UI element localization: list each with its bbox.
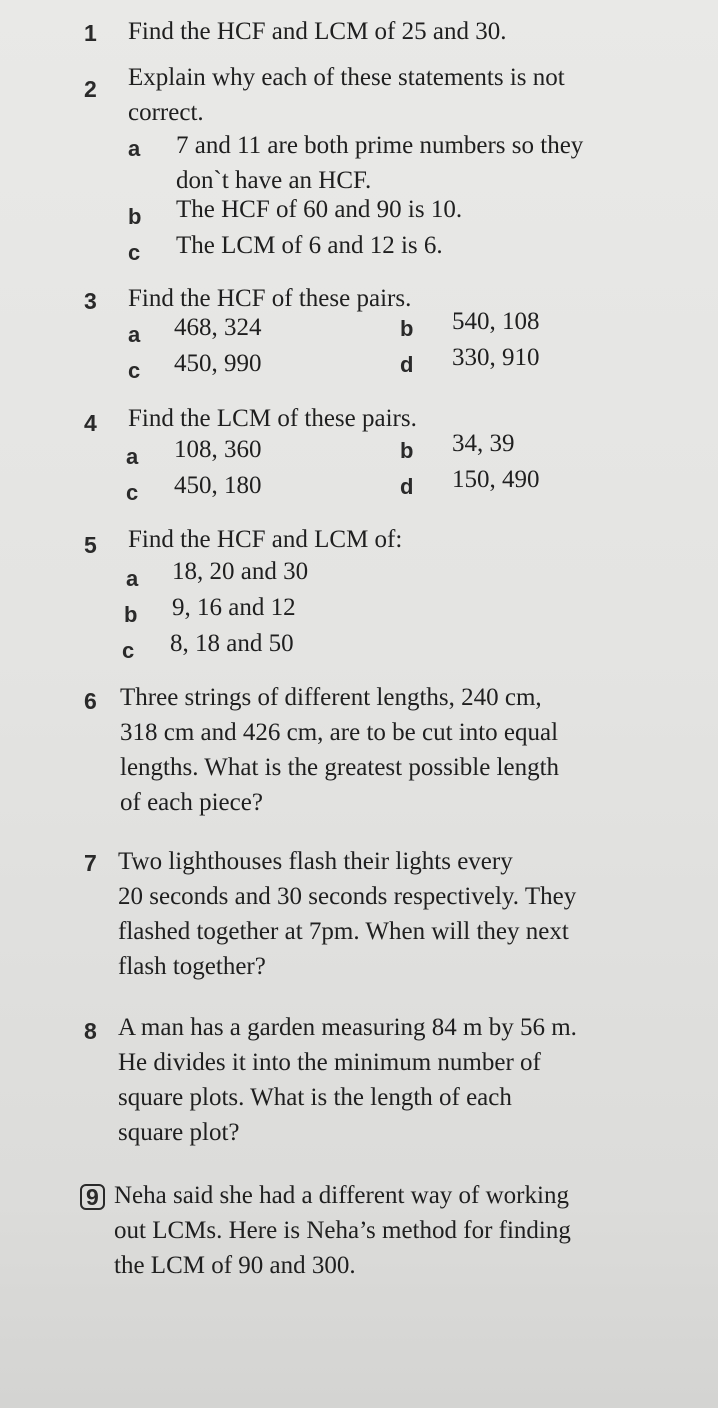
part-line: 7 and 11 are both prime numbers so they bbox=[176, 132, 584, 159]
question-text bbox=[114, 1178, 674, 1283]
question-number: 1 bbox=[84, 20, 97, 46]
part-line: don`t have an HCF. bbox=[176, 167, 372, 194]
question-line: correct. bbox=[128, 99, 204, 126]
part-letter: a bbox=[128, 136, 141, 161]
question-number: 2 bbox=[84, 76, 97, 102]
question-number: 5 bbox=[84, 532, 97, 558]
part-letter: b bbox=[400, 438, 414, 463]
part-letter: a bbox=[128, 322, 141, 347]
part-text: 150, 490 bbox=[452, 466, 540, 493]
question-line: of each piece? bbox=[120, 789, 263, 816]
part-text: 330, 910 bbox=[452, 344, 540, 371]
part-text: 468, 324 bbox=[174, 314, 262, 341]
question-text: Find the HCF and LCM of 25 and 30. bbox=[128, 18, 507, 45]
part-text: The HCF of 60 and 90 is 10. bbox=[176, 196, 463, 223]
question-text bbox=[120, 680, 680, 820]
question-text: Find the HCF and LCM of: bbox=[128, 526, 403, 553]
part-letter: a bbox=[126, 444, 139, 469]
part-text: 450, 990 bbox=[174, 350, 262, 377]
part-text: 450, 180 bbox=[174, 472, 262, 499]
question-text: Find the HCF of these pairs. bbox=[128, 285, 412, 312]
question-line: 318 cm and 426 cm, are to be cut into equal bbox=[120, 719, 559, 746]
part-letter: d bbox=[400, 352, 414, 377]
part-text: 9, 16 and 12 bbox=[172, 594, 296, 621]
question-text: Find the LCM of these pairs. bbox=[128, 405, 417, 432]
question-line: flashed together at 7pm. When will they next bbox=[118, 918, 569, 945]
question-number: 4 bbox=[84, 410, 97, 436]
part-letter: c bbox=[128, 358, 141, 383]
question-line: the LCM of 90 and 300. bbox=[114, 1252, 356, 1279]
question-number: 3 bbox=[84, 288, 97, 314]
question-line: Explain why each of these statements is not bbox=[128, 64, 565, 91]
question-number: 8 bbox=[84, 1018, 97, 1044]
question-number: 9 bbox=[80, 1184, 105, 1210]
part-letter: b bbox=[124, 602, 138, 627]
part-text: 18, 20 and 30 bbox=[172, 558, 309, 585]
question-line: A man has a garden measuring 84 m by 56 m. bbox=[118, 1014, 577, 1041]
question-line: square plot? bbox=[118, 1119, 240, 1146]
question-number: 7 bbox=[84, 850, 97, 876]
question-line: square plots. What is the length of each bbox=[118, 1084, 512, 1111]
part-letter: b bbox=[128, 204, 142, 229]
part-text: 8, 18 and 50 bbox=[170, 630, 294, 657]
question-text bbox=[118, 1010, 678, 1150]
part-letter: c bbox=[128, 240, 141, 265]
part-letter: d bbox=[400, 474, 414, 499]
part-text: 540, 108 bbox=[452, 308, 540, 335]
question-line: flash together? bbox=[118, 953, 266, 980]
question-text bbox=[128, 60, 688, 130]
question-line: Neha said she had a different way of working bbox=[114, 1182, 569, 1209]
question-line: lengths. What is the greatest possible length bbox=[120, 754, 560, 781]
part-letter: b bbox=[400, 316, 414, 341]
part-letter: c bbox=[122, 638, 135, 663]
part-letter: a bbox=[126, 566, 139, 591]
question-line: He divides it into the minimum number of bbox=[118, 1049, 541, 1076]
part-letter: c bbox=[126, 480, 139, 505]
part-text: 108, 360 bbox=[174, 436, 262, 463]
question-line: out LCMs. Here is Neha’s method for finding bbox=[114, 1217, 571, 1244]
question-number: 6 bbox=[84, 688, 97, 714]
question-line: 20 seconds and 30 seconds respectively. They bbox=[118, 883, 577, 910]
part-text: 34, 39 bbox=[452, 430, 515, 457]
part-text bbox=[176, 128, 718, 198]
question-text bbox=[118, 844, 678, 984]
question-line: Two lighthouses flash their lights every bbox=[118, 848, 513, 875]
question-line: Three strings of different lengths, 240 cm, bbox=[120, 684, 542, 711]
part-text: The LCM of 6 and 12 is 6. bbox=[176, 232, 443, 259]
